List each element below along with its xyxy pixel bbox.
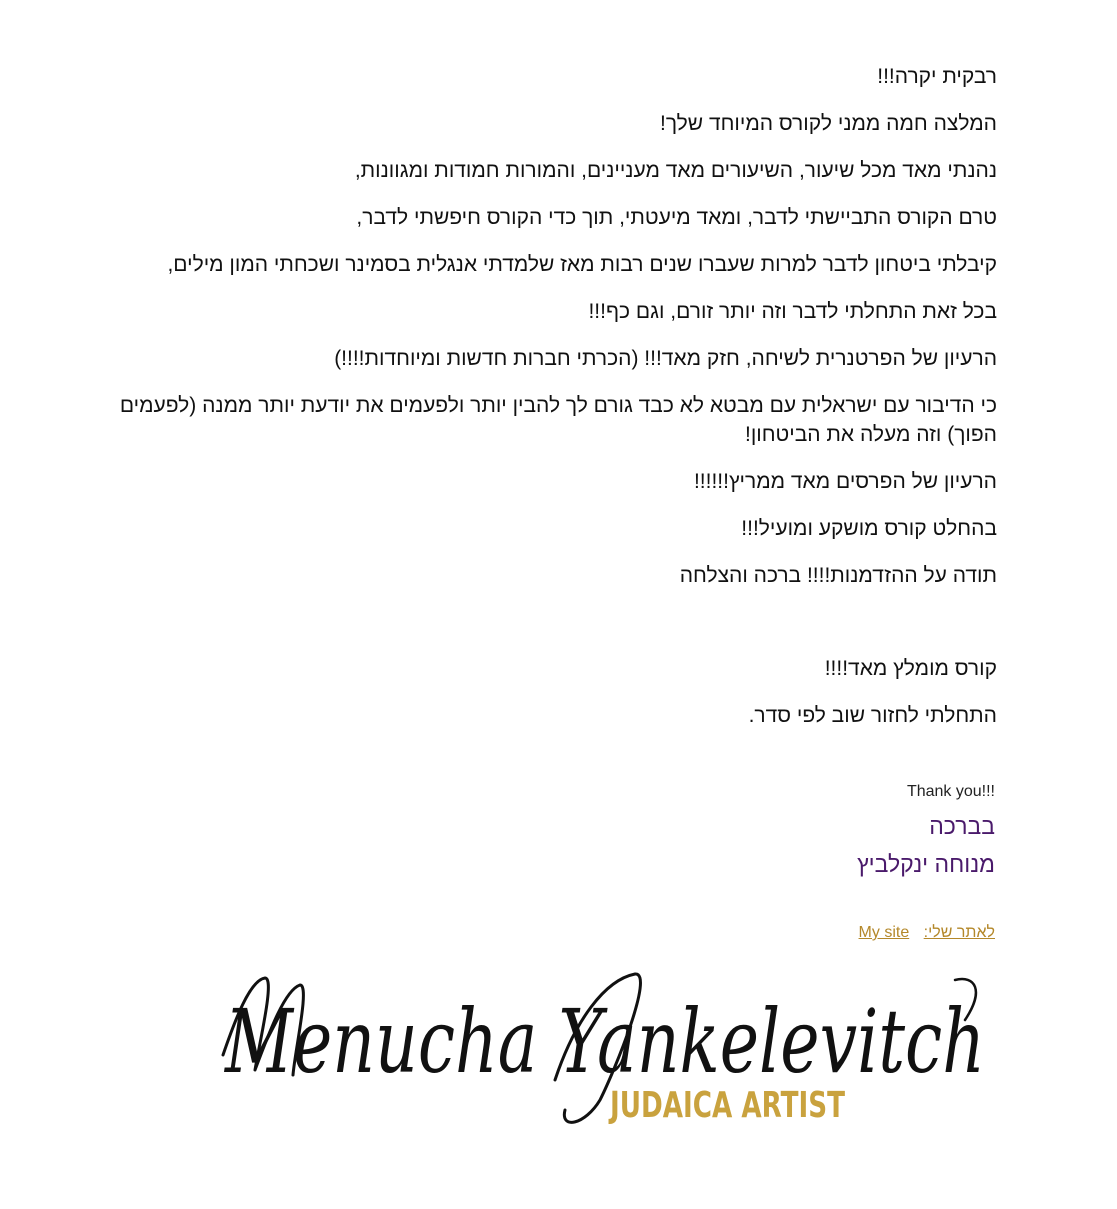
site-line <box>859 924 995 942</box>
spacer <box>100 608 997 654</box>
signature-blessing: בברכה <box>929 813 995 839</box>
logo-tagline: JUDAICA ARTIST <box>607 1085 846 1126</box>
brand-logo <box>215 960 995 1135</box>
letter-line: כי הדיבור עם ישראלית עם מבטא לא כבד גורם לך להבין יותר ולפעמים את יודעת יותר ממנה (לפעמים הפוך) וזה מעלה את הביטחון! <box>119 394 997 446</box>
letter-line: תודה על ההזדמנות!!!! ברכה והצלחה <box>679 564 997 587</box>
letter-body <box>100 62 997 748</box>
my-site-link[interactable]: My site <box>858 924 910 941</box>
letter-line: בכל זאת התחלתי לדבר וזה יותר זורם, וגם כף!!! <box>588 300 997 323</box>
letter-line: המלצה חמה ממני לקורס המיוחד שלך! <box>660 112 997 135</box>
letter-line: הרעיון של הפרטנרית לשיחה, חזק מאד!!! (הכרתי חברות חדשות ומיוחדות!!!!) <box>334 347 997 370</box>
greeting: רבקית יקרה!!! <box>877 65 997 88</box>
letter-line: קיבלתי ביטחון לדבר למרות שעברו שנים רבות מאז שלמדתי אנגלית בסמינר ושכחתי המון מילים, <box>167 253 997 276</box>
logo-graphic <box>215 960 995 1135</box>
returning-line: התחלתי לחזור שוב לפי סדר. <box>748 704 997 727</box>
letter-line: בהחלט קורס מושקע ומועיל!!! <box>741 517 997 540</box>
site-label-link[interactable]: לאתר שלי: <box>923 924 995 941</box>
letter-line: הרעיון של הפרסים מאד ממריץ!!!!!! <box>693 470 997 493</box>
letter-line: טרם הקורס התביישתי לדבר, ומאד מיעטתי, תוך כדי הקורס חיפשתי לדבר, <box>356 206 997 229</box>
signature-name: מנוחה ינקלביץ <box>857 851 995 877</box>
recommend-line: קורס מומלץ מאד!!!! <box>824 657 997 680</box>
letter-line: נהנתי מאד מכל שיעור, השיעורים מאד מעניינים, והמורות חמודות ומגוונות, <box>354 159 997 182</box>
logo-script-name: Menucha Yankelevitch <box>223 990 986 1093</box>
thank-you-text: Thank you!!! <box>906 783 995 800</box>
